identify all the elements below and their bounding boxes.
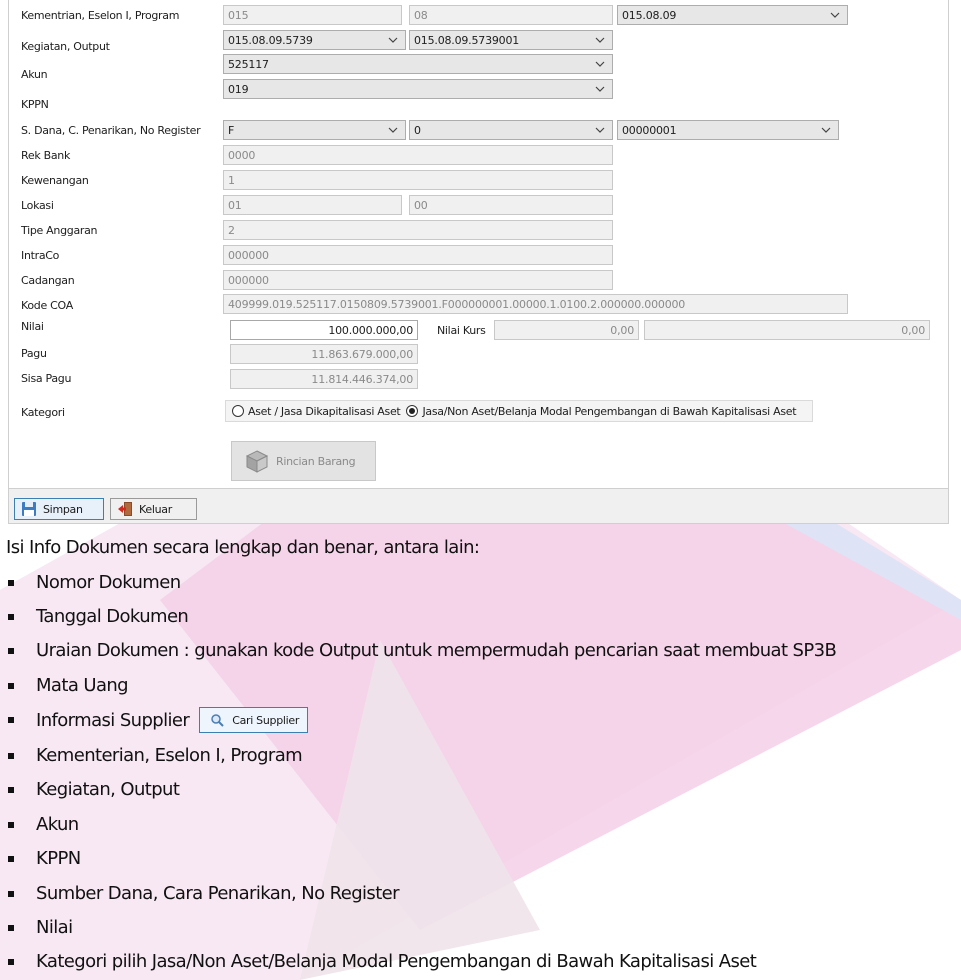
program-value: 015.08.09 bbox=[622, 9, 677, 22]
list-item-text: Nilai bbox=[36, 917, 73, 938]
list-item-text: Nomor Dokumen bbox=[36, 572, 181, 593]
lokasi-field-2[interactable]: 00 bbox=[409, 195, 613, 215]
cara-penarikan-select[interactable] bbox=[409, 120, 613, 140]
bullet-icon bbox=[8, 822, 14, 828]
list-item bbox=[8, 848, 81, 869]
exit-door-icon bbox=[117, 501, 133, 517]
instructions-intro: Isi Info Dokumen secara lengkap dan benar, antara lain: bbox=[6, 537, 480, 558]
bullet-icon bbox=[8, 891, 14, 897]
radio-selected-icon bbox=[406, 405, 418, 417]
output-value: 015.08.09.5739001 bbox=[414, 34, 520, 47]
list-item bbox=[8, 814, 79, 835]
list-item bbox=[8, 675, 128, 696]
list-item-text: Kementerian, Eselon I, Program bbox=[36, 745, 303, 766]
label-kode-coa: Kode COA bbox=[21, 299, 73, 312]
bullet-icon bbox=[8, 580, 14, 586]
chevron-down-icon bbox=[594, 83, 606, 95]
nilai-kurs-field[interactable]: 0,00 bbox=[494, 320, 639, 340]
kegiatan-value: 015.08.09.5739 bbox=[228, 34, 313, 47]
intraco-field[interactable]: 000000 bbox=[223, 245, 613, 265]
list-item bbox=[8, 572, 181, 593]
list-item bbox=[8, 606, 188, 627]
label-sumber-dana: S. Dana, C. Penarikan, No Register bbox=[21, 124, 201, 137]
list-item bbox=[8, 745, 302, 766]
list-item-text: Tanggal Dokumen bbox=[36, 606, 189, 627]
label-akun: Akun bbox=[21, 68, 48, 81]
kategori-radio-group bbox=[225, 400, 813, 422]
cadangan-field[interactable]: 000000 bbox=[223, 270, 613, 290]
label-tipe-anggaran: Tipe Anggaran bbox=[21, 224, 98, 237]
label-nilai-kurs: Nilai Kurs bbox=[437, 324, 486, 337]
chevron-down-icon bbox=[594, 124, 606, 136]
keluar-label: Keluar bbox=[139, 502, 172, 516]
form-body bbox=[9, 0, 948, 489]
kegiatan-select[interactable] bbox=[223, 30, 406, 50]
rek-bank-field[interactable]: 0000 bbox=[223, 145, 613, 165]
list-item bbox=[8, 779, 179, 800]
label-nilai: Nilai bbox=[21, 320, 44, 333]
bullet-icon bbox=[8, 614, 14, 620]
nilai-kurs-total-field[interactable]: 0,00 bbox=[644, 320, 930, 340]
kategori-option-aset-label: Aset / Jasa Dikapitalisasi Aset bbox=[248, 404, 401, 418]
list-item-text: Kegiatan, Output bbox=[36, 779, 180, 800]
kppn-value: 019 bbox=[228, 83, 249, 96]
label-sisa-pagu: Sisa Pagu bbox=[21, 372, 72, 385]
eselon-field[interactable]: 08 bbox=[409, 5, 613, 25]
no-register-value: 00000001 bbox=[622, 124, 677, 137]
sisa-pagu-field: 11.814.446.374,00 bbox=[230, 369, 418, 389]
list-item bbox=[8, 707, 308, 733]
radio-unselected-icon bbox=[232, 405, 244, 417]
kategori-option-jasa-label: Jasa/Non Aset/Belanja Modal Pengembangan di Bawah Kapitalisasi Aset bbox=[422, 404, 797, 418]
bullet-icon bbox=[8, 925, 14, 931]
list-item bbox=[8, 883, 399, 904]
list-item-text: Kategori pilih Jasa/Non Aset/Belanja Modal Pengembangan di Bawah Kapitalisasi Aset bbox=[36, 951, 757, 972]
bullet-icon bbox=[8, 648, 14, 654]
chevron-down-icon bbox=[594, 34, 606, 46]
form-window bbox=[8, 0, 949, 524]
tipe-anggaran-field[interactable]: 2 bbox=[223, 220, 613, 240]
bullet-icon bbox=[8, 959, 14, 965]
chevron-down-icon bbox=[594, 58, 606, 70]
output-select[interactable] bbox=[409, 30, 613, 50]
bullet-icon bbox=[8, 683, 14, 689]
kode-coa-field[interactable]: 409999.019.525117.0150809.5739001.F000000001.00000.1.0100.2.000000.000000 bbox=[223, 294, 848, 314]
kementrian-field[interactable]: 015 bbox=[223, 5, 402, 25]
bullet-icon bbox=[8, 856, 14, 862]
nilai-field[interactable]: 100.000.000,00 bbox=[230, 320, 418, 340]
label-kppn: KPPN bbox=[21, 98, 49, 111]
label-rek-bank: Rek Bank bbox=[21, 149, 71, 162]
label-kewenangan: Kewenangan bbox=[21, 174, 89, 187]
akun-value: 525117 bbox=[228, 58, 269, 71]
sumber-dana-select[interactable] bbox=[223, 120, 406, 140]
list-item-text: Uraian Dokumen : gunakan kode Output untuk mempermudah pencarian saat membuat SP3B bbox=[36, 640, 837, 661]
rincian-barang-button[interactable] bbox=[231, 441, 376, 481]
keluar-button[interactable] bbox=[110, 498, 197, 520]
list-item-text: Informasi Supplier bbox=[36, 709, 190, 731]
label-kementrian: Kementrian, Eselon I, Program bbox=[21, 9, 180, 22]
list-item bbox=[8, 640, 836, 661]
chevron-down-icon bbox=[820, 124, 832, 136]
list-item-text: Sumber Dana, Cara Penarikan, No Register bbox=[36, 883, 399, 904]
chevron-down-icon bbox=[387, 124, 399, 136]
label-intraco: IntraCo bbox=[21, 249, 60, 262]
box-icon bbox=[244, 448, 270, 474]
kategori-option-jasa[interactable] bbox=[406, 405, 796, 418]
lokasi-field-1[interactable]: 01 bbox=[223, 195, 402, 215]
label-pagu: Pagu bbox=[21, 347, 47, 360]
label-kategori: Kategori bbox=[21, 406, 65, 419]
chevron-down-icon bbox=[829, 9, 841, 21]
sumber-dana-value: F bbox=[228, 124, 235, 137]
rincian-barang-label: Rincian Barang bbox=[276, 454, 356, 468]
no-register-select[interactable] bbox=[617, 120, 839, 140]
list-item bbox=[8, 917, 73, 938]
program-select[interactable] bbox=[617, 5, 848, 25]
list-item bbox=[8, 951, 756, 972]
chevron-down-icon bbox=[387, 34, 399, 46]
save-icon bbox=[21, 501, 37, 517]
cari-supplier-label: Cari Supplier bbox=[232, 713, 300, 727]
cara-penarikan-value: 0 bbox=[414, 124, 421, 137]
list-item-text: Akun bbox=[36, 814, 79, 835]
list-item-text: Mata Uang bbox=[36, 675, 129, 696]
bullet-icon bbox=[8, 753, 14, 759]
simpan-button[interactable] bbox=[14, 498, 104, 520]
kppn-select[interactable] bbox=[223, 79, 613, 99]
simpan-label: Simpan bbox=[43, 502, 83, 516]
label-kegiatan: Kegiatan, Output bbox=[21, 40, 110, 53]
label-lokasi: Lokasi bbox=[21, 199, 54, 212]
pagu-field: 11.863.679.000,00 bbox=[230, 344, 418, 364]
search-icon bbox=[210, 713, 224, 727]
bullet-icon bbox=[8, 787, 14, 793]
kategori-option-aset[interactable] bbox=[232, 405, 400, 418]
bullet-icon bbox=[8, 717, 14, 723]
label-cadangan: Cadangan bbox=[21, 274, 75, 287]
akun-select[interactable] bbox=[223, 54, 613, 74]
list-item-text: KPPN bbox=[36, 848, 81, 869]
kewenangan-field[interactable]: 1 bbox=[223, 170, 613, 190]
cari-supplier-button[interactable] bbox=[199, 707, 308, 733]
